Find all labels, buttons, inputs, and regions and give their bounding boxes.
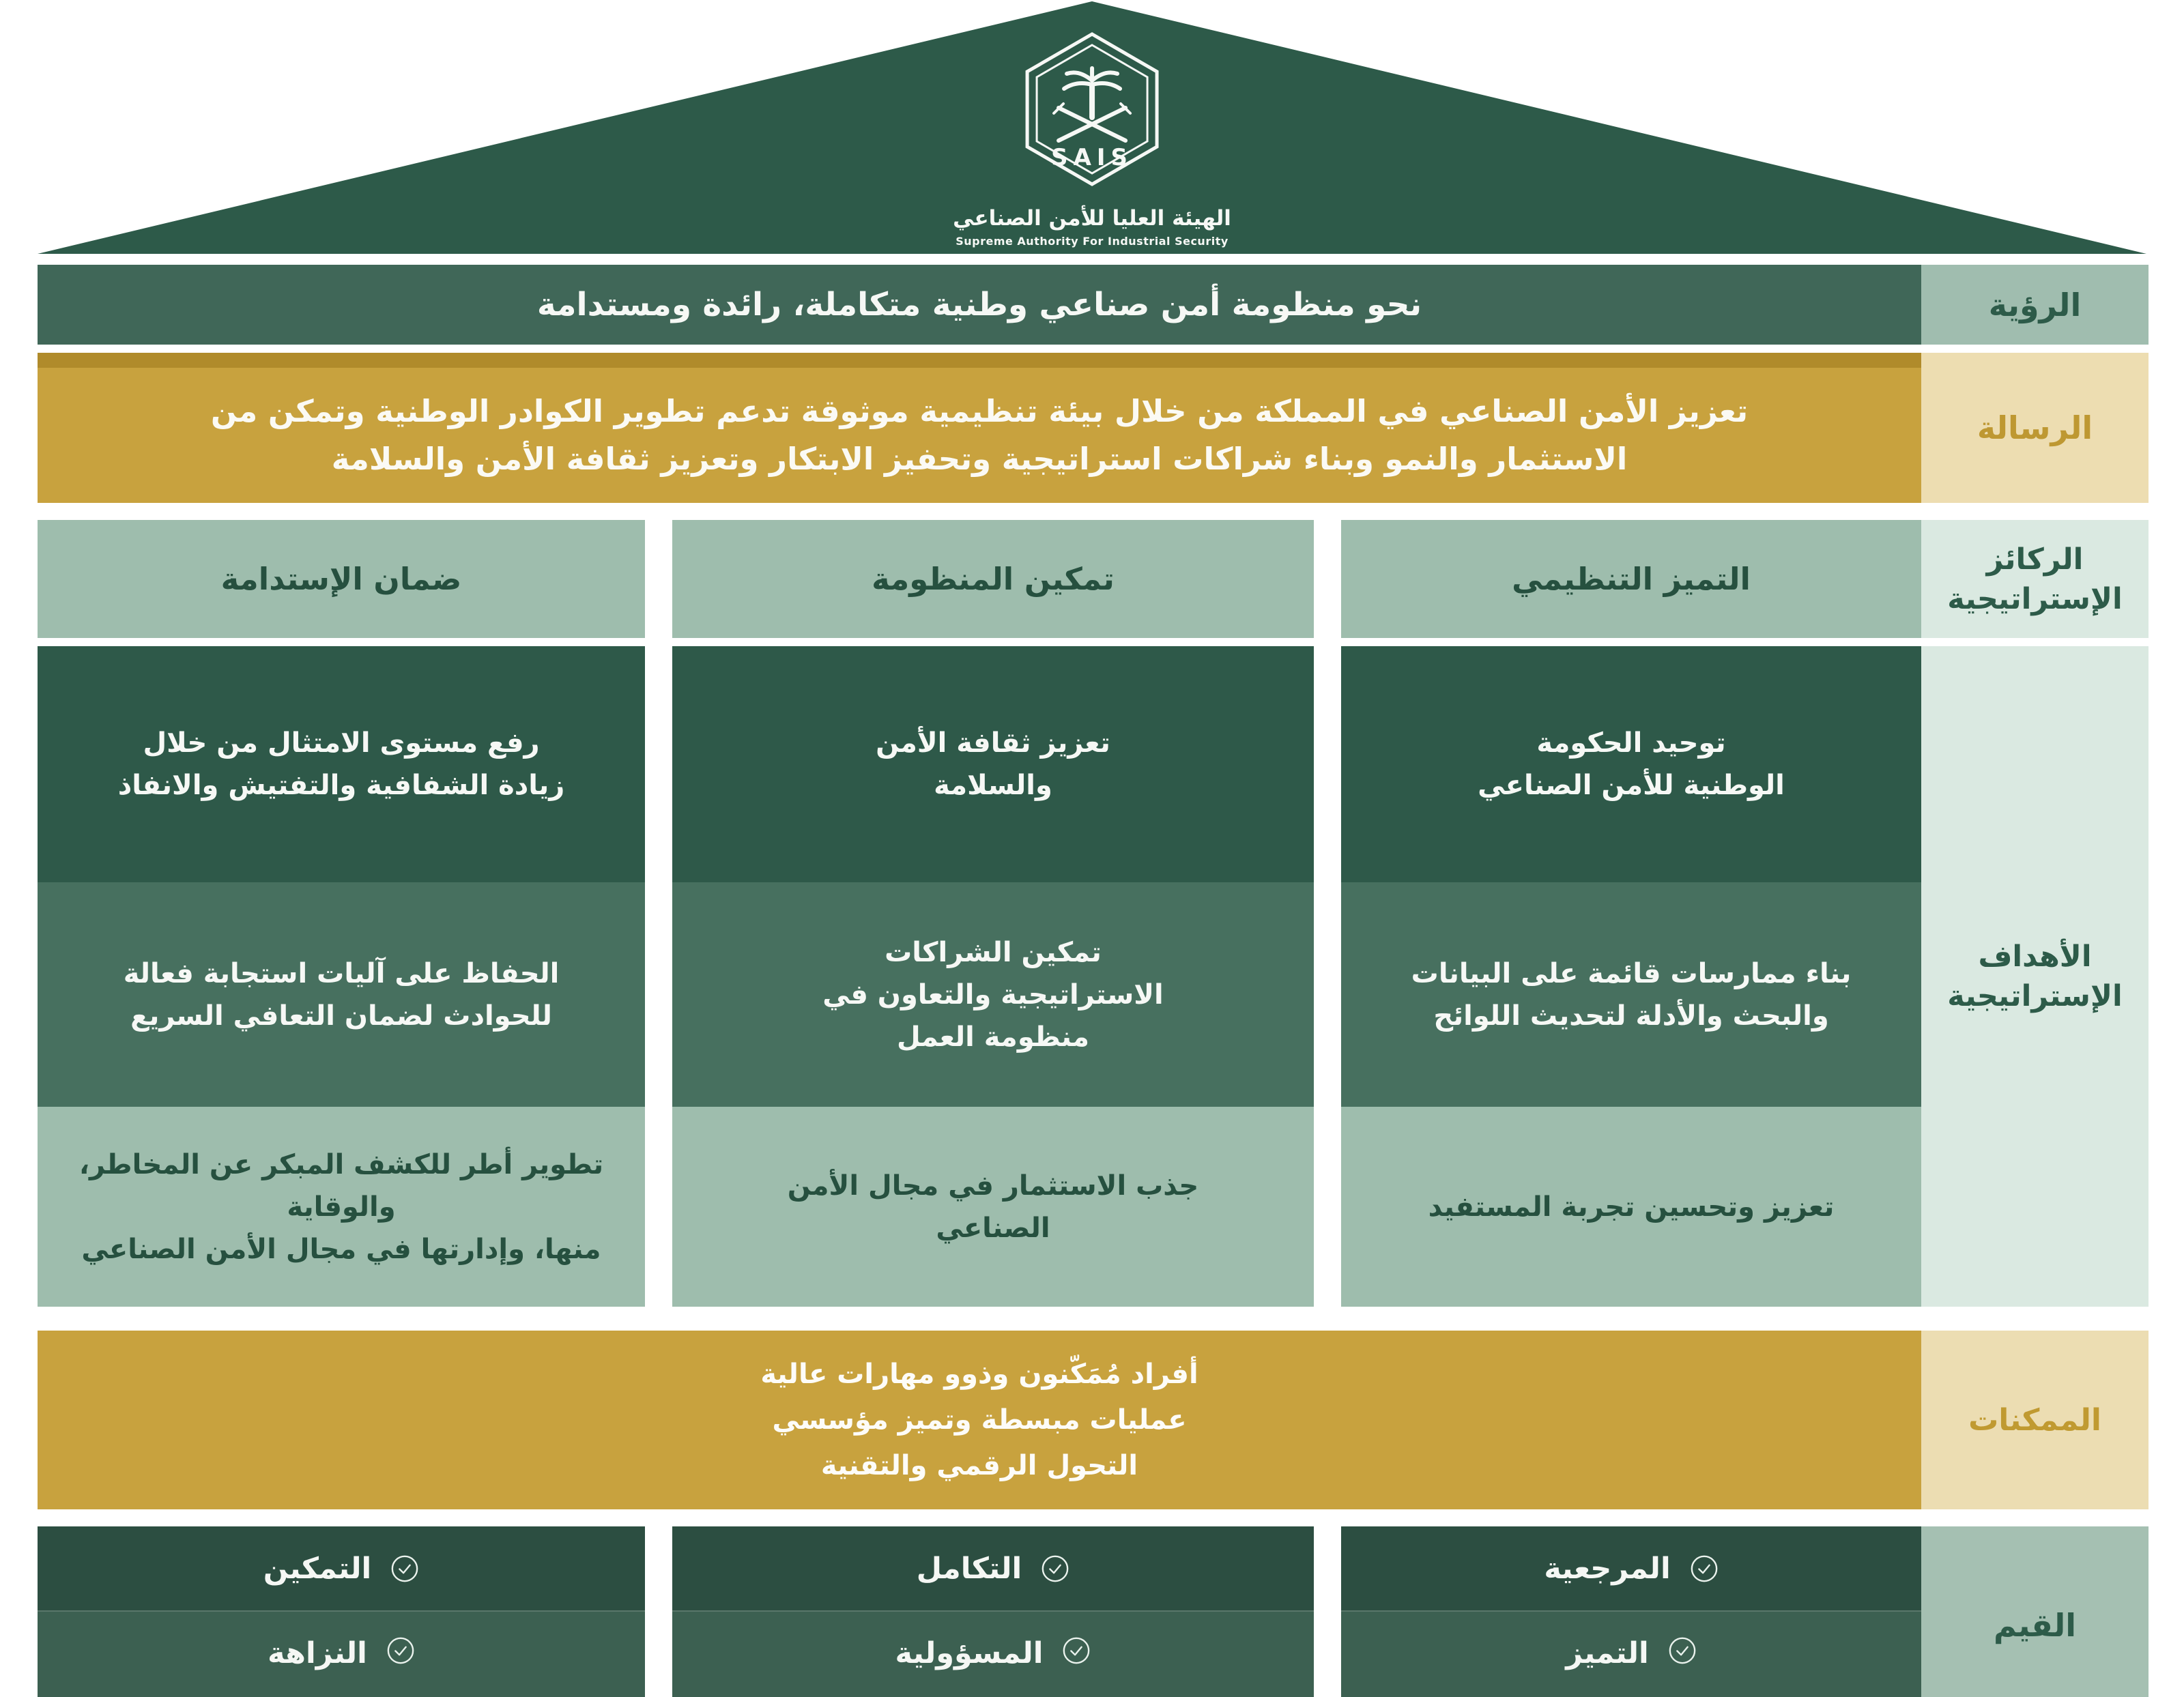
objective-cell bbox=[1341, 1107, 1921, 1307]
objective-line: الوطنية للأمن الصناعي bbox=[1478, 770, 1785, 801]
check-circle-icon bbox=[1690, 1554, 1719, 1583]
value-item bbox=[1341, 1610, 1921, 1697]
value-item bbox=[38, 1526, 645, 1610]
objective-line: جذب الاستثمار في مجال الأمن bbox=[787, 1170, 1199, 1202]
value-item bbox=[672, 1526, 1314, 1610]
objective-line: تطوير أطر للكشف المبكر عن المخاطر، والوقاية bbox=[78, 1148, 604, 1223]
objective-line: تعزيز وتحسين تجربة المستفيد bbox=[1428, 1191, 1835, 1223]
objective-cell bbox=[672, 646, 1314, 882]
value-text: النزاهة bbox=[268, 1636, 367, 1670]
values-label: القيم bbox=[1921, 1526, 2149, 1697]
objectives-column-right bbox=[1341, 646, 1921, 1307]
values-column-right bbox=[1341, 1526, 1921, 1697]
objective-cell bbox=[1341, 646, 1921, 882]
values-column-middle bbox=[672, 1526, 1314, 1697]
objective-line: والبحث والأدلة لتحديث اللوائح bbox=[1433, 1000, 1829, 1032]
objective-line: زيادة الشفافية والتفتيش والانفاذ bbox=[117, 770, 565, 801]
objective-cell bbox=[38, 646, 645, 882]
objective-line: الاستراتيجية والتعاون في bbox=[822, 978, 1164, 1011]
objective-line: تمكين الشراكات bbox=[885, 936, 1102, 968]
logo-acronym: SAIS bbox=[1051, 144, 1133, 171]
objective-line: الصناعي bbox=[936, 1212, 1050, 1244]
palm-and-swords-icon bbox=[1054, 68, 1130, 141]
logo-name-arabic: الهيئة العليا للأمن الصناعي bbox=[953, 206, 1231, 231]
pillars-label bbox=[1921, 520, 2149, 638]
objective-line: بناء ممارسات قائمة على البيانات bbox=[1411, 957, 1852, 989]
enabler-item: عمليات مبسطة وتميز مؤسسي bbox=[772, 1404, 1187, 1436]
objective-cell bbox=[672, 1107, 1314, 1307]
objective-line: منها، وإدارتها في مجال الأمن الصناعي bbox=[81, 1233, 601, 1265]
mission-line: الاستثمار والنمو وبناء شراكات استراتيجية وتحفيز الابتكار وتعزيز ثقافة الأمن والسلامة bbox=[331, 441, 1628, 477]
objective-cell bbox=[1341, 882, 1921, 1107]
value-text: التكامل bbox=[916, 1551, 1022, 1586]
objective-cell bbox=[38, 1107, 645, 1307]
objectives-label-line: الإستراتيجية bbox=[1947, 979, 2123, 1013]
vision-label: الرؤية bbox=[1921, 265, 2149, 345]
pillar-sustainability-assurance: ضمان الإستدامة bbox=[38, 520, 645, 638]
mission-statement bbox=[38, 368, 1921, 503]
values-column-left bbox=[38, 1526, 645, 1697]
sais-logo bbox=[953, 29, 1231, 248]
mission-line: تعزيز الأمن الصناعي في المملكة من خلال بيئة تنظيمية موثوقة تدعم تطوير الكوادر الوطنية وتمكن من bbox=[210, 393, 1749, 429]
pillar-organizational-excellence: التميز التنظيمي bbox=[1341, 520, 1921, 638]
check-circle-icon bbox=[390, 1554, 419, 1583]
enabler-item: التحول الرقمي والتقنية bbox=[820, 1450, 1138, 1481]
vision-statement: نحو منظومة أمن صناعي وطنية متكاملة، رائدة ومستدامة bbox=[38, 265, 1921, 345]
objective-line: والسلامة bbox=[934, 770, 1052, 801]
sais-hexagon-emblem-icon bbox=[1014, 29, 1170, 199]
objectives-label-line: الأهداف bbox=[1978, 940, 2092, 974]
check-circle-icon bbox=[1668, 1636, 1697, 1665]
check-circle-icon bbox=[1041, 1554, 1069, 1583]
logo-name-english: Supreme Authority For Industrial Security bbox=[956, 235, 1228, 248]
objective-cell bbox=[672, 882, 1314, 1107]
enablers-bar bbox=[38, 1331, 1921, 1509]
enabler-item: أفراد مُمَكّنون وذوو مهارات عالية bbox=[760, 1359, 1198, 1390]
mission-bar bbox=[38, 353, 1921, 503]
objective-line: رفع مستوى الامتثال من خلال bbox=[143, 727, 540, 759]
value-text: التميز bbox=[1566, 1636, 1649, 1670]
objective-cell bbox=[38, 882, 645, 1107]
objectives-column-left bbox=[38, 646, 645, 1307]
objectives-label bbox=[1921, 646, 2149, 1307]
objectives-column-middle bbox=[672, 646, 1314, 1307]
pillar-ecosystem-enablement: تمكين المنظومة bbox=[672, 520, 1314, 638]
pillars-label-line: الركائز bbox=[1986, 542, 2084, 577]
objective-line: منظومة العمل bbox=[897, 1021, 1089, 1053]
objective-line: الحفاظ على آليات استجابة فعالة bbox=[123, 957, 560, 989]
value-text: المرجعية bbox=[1544, 1551, 1671, 1586]
value-text: التمكين bbox=[263, 1551, 372, 1586]
value-text: المسؤولية bbox=[895, 1636, 1044, 1670]
mission-top-strip bbox=[38, 353, 1921, 368]
value-item bbox=[672, 1610, 1314, 1697]
pillars-label-line: الإستراتيجية bbox=[1947, 581, 2123, 616]
objective-line: للحوادث لضمان التعافي السريع bbox=[130, 1000, 552, 1032]
value-item bbox=[1341, 1526, 1921, 1610]
value-item bbox=[38, 1610, 645, 1697]
enablers-label: الممكنات bbox=[1921, 1331, 2149, 1509]
objective-line: توحيد الحكومة bbox=[1536, 727, 1726, 759]
objective-line: تعزيز ثقافة الأمن bbox=[876, 727, 1110, 759]
mission-label: الرسالة bbox=[1921, 353, 2149, 503]
check-circle-icon bbox=[386, 1636, 415, 1665]
check-circle-icon bbox=[1062, 1636, 1091, 1665]
